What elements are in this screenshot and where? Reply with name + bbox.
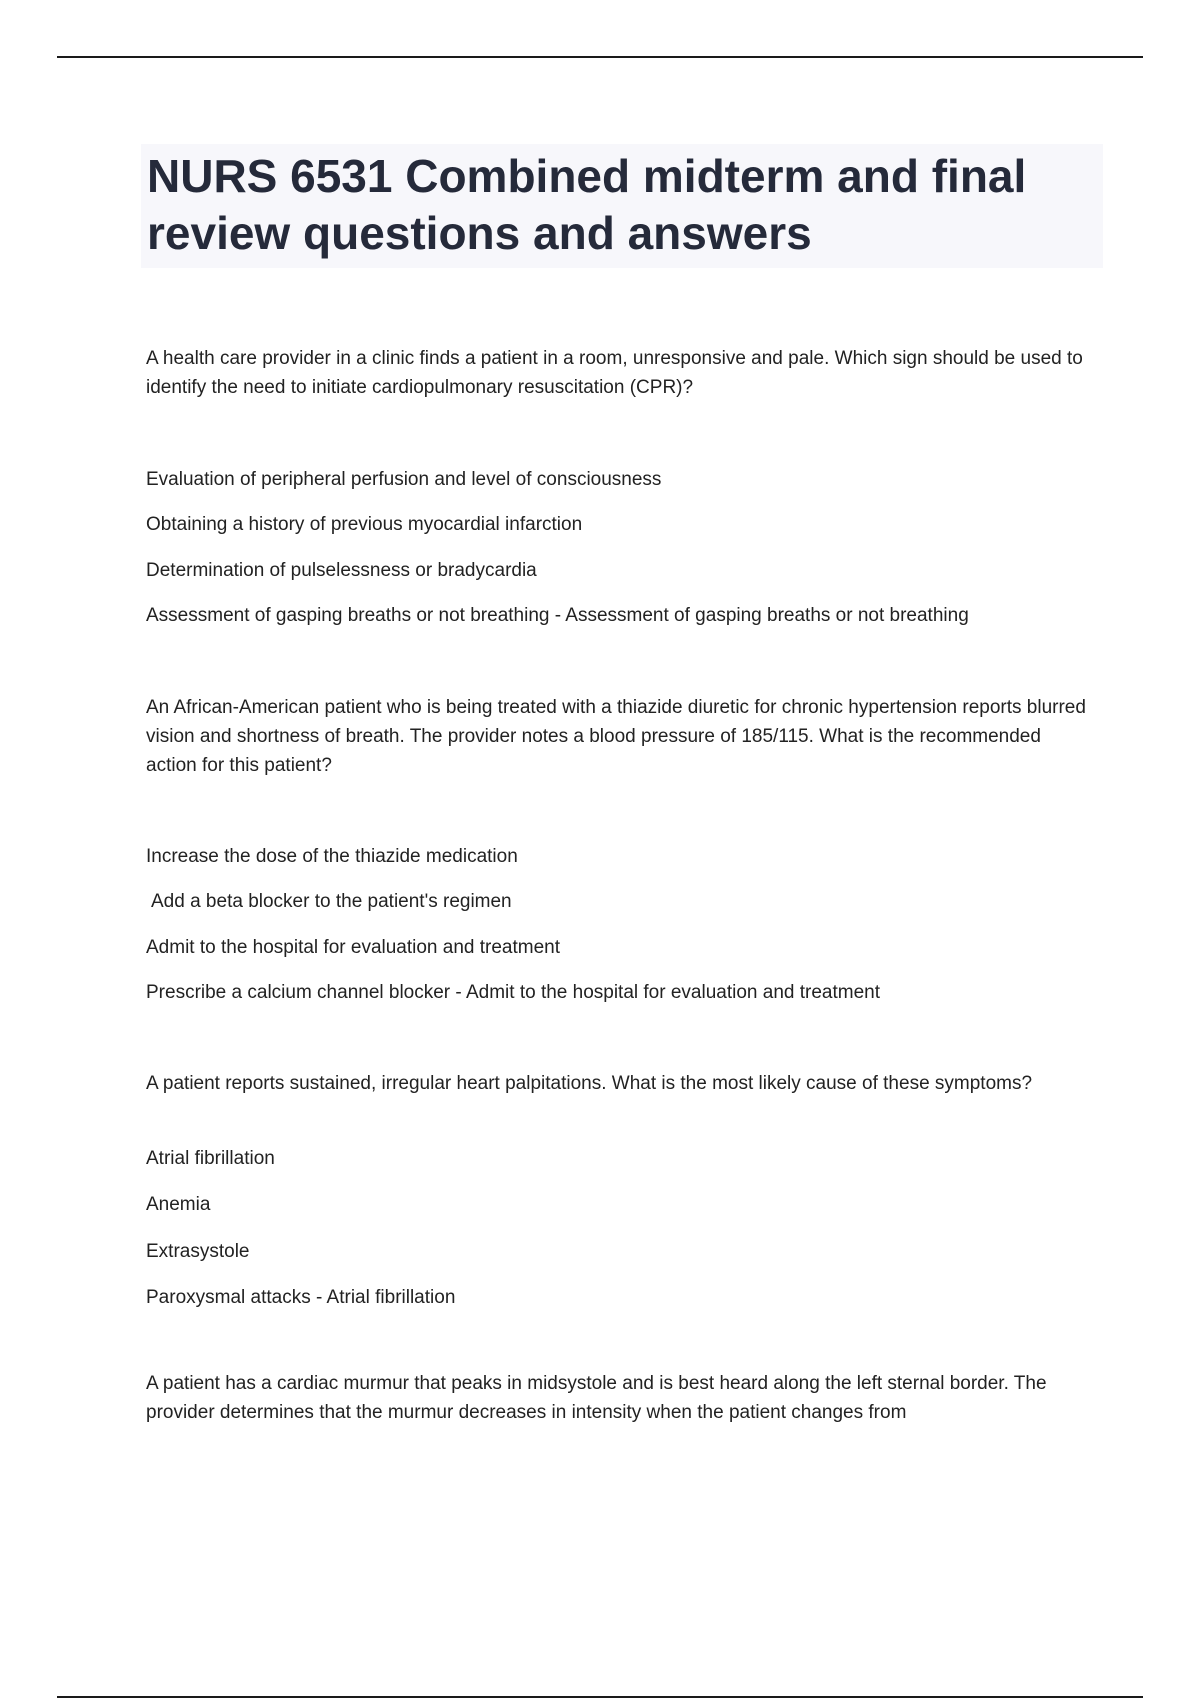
answer-option: Prescribe a calcium channel blocker - Admit to the hospital for evaluation and treatment bbox=[146, 981, 880, 1003]
question-text: A patient reports sustained, irregular heart palpitations. What is the most likely cause of these symptoms? bbox=[146, 1073, 1033, 1094]
answer-option: Obtaining a history of previous myocardial infarction bbox=[146, 514, 583, 536]
answer-list bbox=[146, 465, 1086, 646]
answer-option: Anemia bbox=[146, 1194, 211, 1216]
title-block bbox=[141, 144, 1103, 268]
question-text: An African-American patient who is being treated with a thiazide diuretic for chronic hypertension reports blurred vision and shortness of breath. The provider notes a blood pressure of 185/115. What is the recommended action for this patient? bbox=[146, 697, 1086, 776]
header-rule bbox=[57, 56, 1143, 58]
answer-option: Paroxysmal attacks - Atrial fibrillation bbox=[146, 1286, 456, 1308]
answer-list bbox=[146, 842, 1086, 1023]
answer-list bbox=[146, 1144, 1086, 1329]
answer-option: Add a beta blocker to the patient's regimen bbox=[151, 891, 512, 913]
answer-option: Extrasystole bbox=[146, 1240, 250, 1262]
answer-option: Atrial fibrillation bbox=[146, 1148, 275, 1169]
page-title: NURS 6531 Combined midterm and final review questions and answers bbox=[147, 150, 1027, 259]
answer-option: Determination of pulselessness or bradycardia bbox=[146, 559, 537, 581]
answer-option: Admit to the hospital for evaluation and treatment bbox=[146, 936, 561, 958]
answer-option: Assessment of gasping breaths or not breathing - Assessment of gasping breaths or not breathing bbox=[146, 604, 969, 626]
footer-rule bbox=[57, 1696, 1143, 1698]
answer-option: Evaluation of peripheral perfusion and level of consciousness bbox=[146, 469, 662, 490]
answer-option: Increase the dose of the thiazide medication bbox=[146, 846, 518, 867]
question-text: A patient has a cardiac murmur that peaks in midsystole and is best heard along the left sternal border. The provider determines that the murmur decreases in intensity when the patient changes from bbox=[146, 1373, 1047, 1423]
question-text: A health care provider in a clinic finds a patient in a room, unresponsive and pale. Which sign should be used to identify the need to initiate cardiopulmonary resuscitation (CPR)? bbox=[146, 348, 1083, 398]
